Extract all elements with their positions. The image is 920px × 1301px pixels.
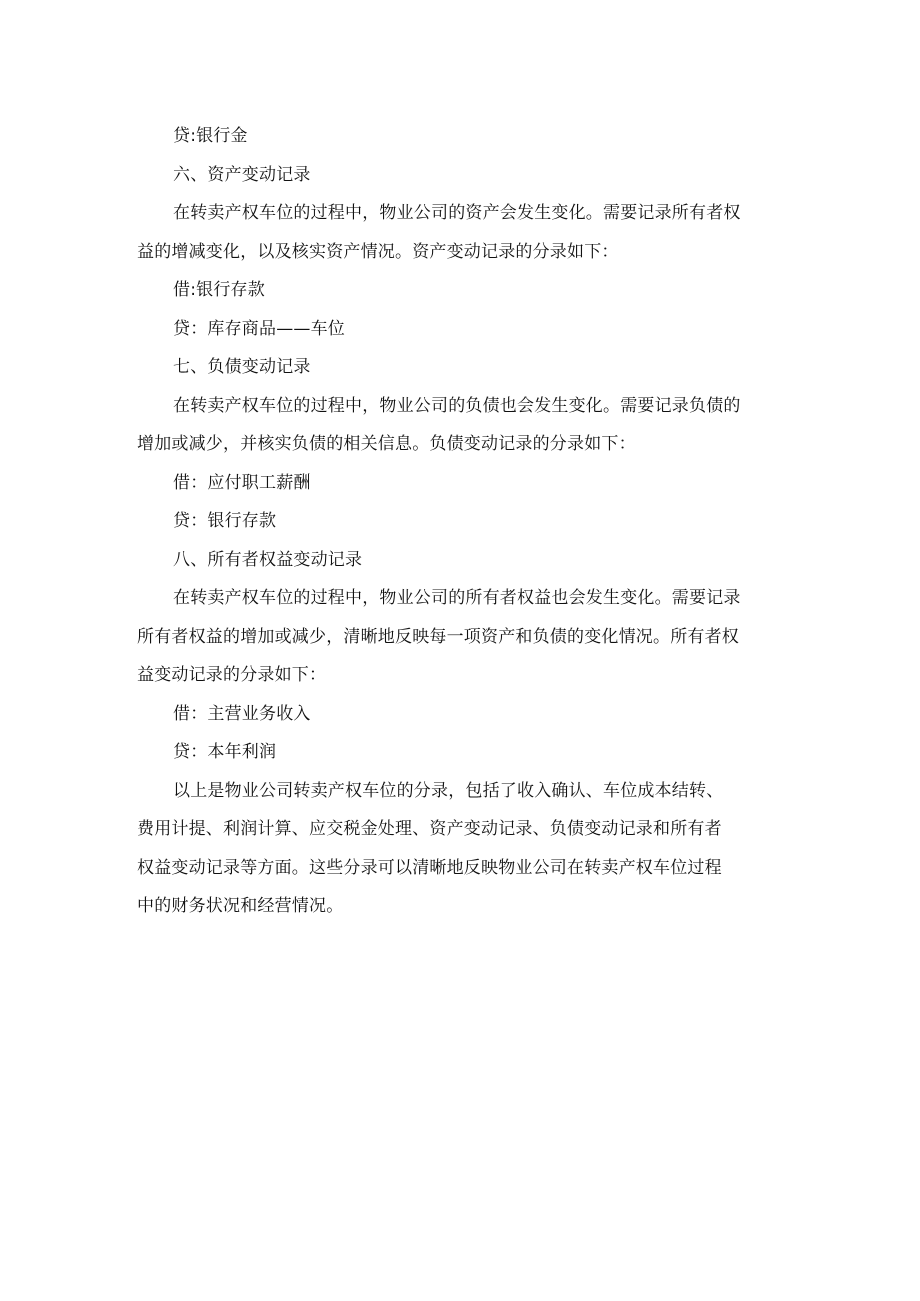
- paragraph-equity-line-3: 益变动记录的分录如下：: [137, 665, 327, 685]
- entry-debit-bank-deposit: 借:银行存款: [173, 280, 265, 300]
- section-heading-liability-changes: 七、负债变动记录: [173, 357, 311, 377]
- summary-line-1: 以上是物业公司转卖产权车位的分录，包括了收入确认、车位成本结转、: [173, 780, 724, 801]
- paragraph-equity-line-1: 在转卖产权车位的过程中，物业公司的所有者权益也会发生变化。需要记录: [173, 588, 741, 608]
- entry-credit-inventory-parking: 贷：库存商品——车位: [173, 318, 345, 339]
- entry-credit-bank: 贷:银行金: [173, 126, 248, 146]
- entry-credit-current-profit: 贷：本年利润: [173, 742, 277, 762]
- section-heading-equity-changes: 八、所有者权益变动记录: [173, 549, 363, 570]
- paragraph-asset-line-2: 益的增减变化，以及核实资产情况。资产变动记录的分录如下：: [137, 241, 619, 262]
- summary-line-4: 中的财务状况和经营情况。: [137, 896, 344, 916]
- paragraph-equity-line-2: 所有者权益的增加或减少，清晰地反映每一项资产和负债的变化情况。所有者权: [137, 626, 739, 647]
- paragraph-liability-line-1: 在转卖产权车位的过程中，物业公司的负债也会发生变化。需要记录负债的: [173, 395, 741, 416]
- entry-credit-bank-deposit: 贷：银行存款: [173, 511, 277, 531]
- section-heading-asset-changes: 六、资产变动记录: [173, 164, 311, 185]
- summary-line-3: 权益变动记录等方面。这些分录可以清晰地反映物业公司在转卖产权车位过程: [137, 857, 722, 878]
- entry-debit-payroll: 借：应付职工薪酬: [173, 472, 311, 493]
- summary-line-2: 费用计提、利润计算、应交税金处理、资产变动记录、负债变动记录和所有者: [137, 819, 722, 839]
- document-body: [137, 117, 787, 926]
- entry-debit-main-revenue: 借：主营业务收入: [173, 703, 311, 724]
- paragraph-asset-line-1: 在转卖产权车位的过程中，物业公司的资产会发生变化。需要记录所有者权: [173, 203, 741, 223]
- paragraph-liability-line-2: 增加或减少，并核实负债的相关信息。负债变动记录的分录如下：: [137, 434, 636, 454]
